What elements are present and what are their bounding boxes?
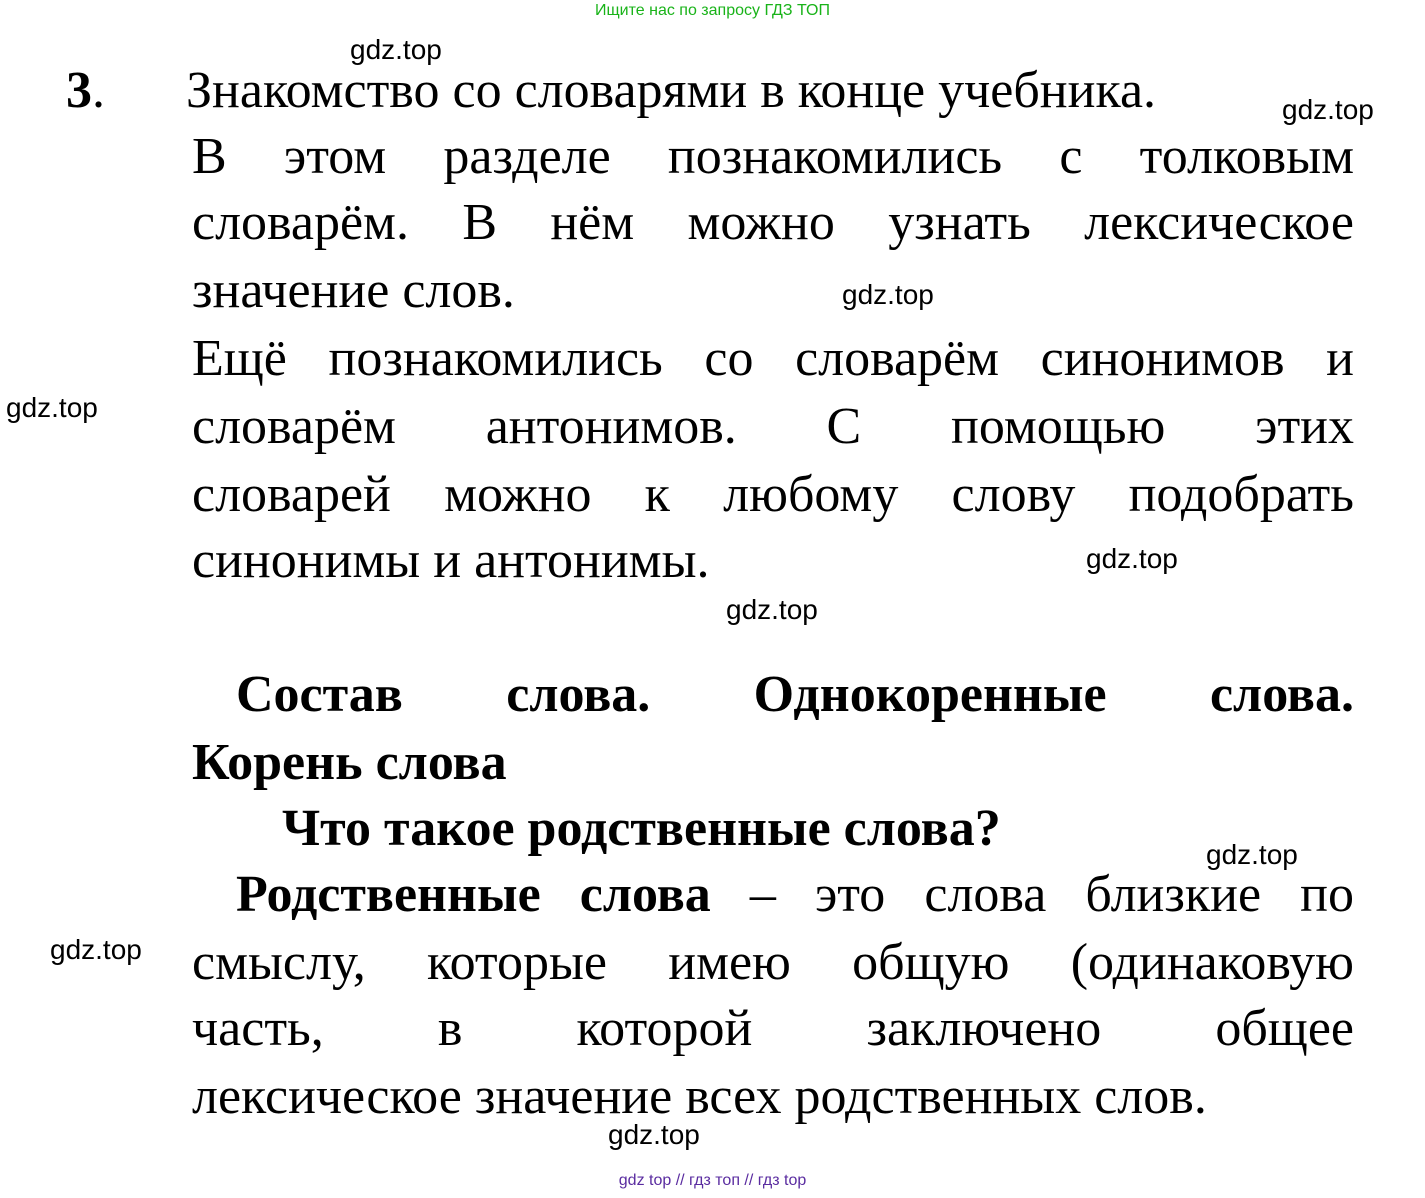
definition-line: часть, в которой заключено общее xyxy=(192,1000,1354,1057)
paragraph-line: В этом разделе познакомились с толковым xyxy=(192,128,1354,185)
paragraph-line: словарём антонимов. С помощью этих xyxy=(192,398,1354,455)
footer-links[interactable]: gdz top // гдз топ // гдз top xyxy=(618,1172,807,1189)
definition-term: Родственные слова xyxy=(236,866,711,923)
chapter-subtitle: Что такое родственные слова? xyxy=(282,800,1001,857)
paragraph-line: словарём. В нём можно узнать лексическое xyxy=(192,194,1354,251)
paragraph-line: значение слов. xyxy=(192,262,515,319)
paragraph-line: синонимы и антонимы. xyxy=(192,532,710,589)
watermark: gdz.top xyxy=(1086,543,1178,574)
watermark: gdz.top xyxy=(726,594,818,625)
definition-line: лексическое значение всех родственных слов. xyxy=(192,1068,1207,1125)
top-banner[interactable]: Ищите нас по запросу ГДЗ ТОП xyxy=(595,2,830,19)
watermark: gdz.top xyxy=(6,392,98,423)
definition-line xyxy=(236,862,1354,928)
chapter-title: Корень слова xyxy=(192,734,507,791)
definition-text: – это слова близкие по xyxy=(710,866,1354,923)
exercise-heading: Знакомство со словарями в конце учебника. xyxy=(186,62,1157,119)
exercise-number: 3. xyxy=(66,62,105,119)
watermark: gdz.top xyxy=(608,1119,700,1150)
watermark: gdz.top xyxy=(50,934,142,965)
watermark: gdz.top xyxy=(842,279,934,310)
paragraph-line: Ещё познакомились со словарём синонимов и xyxy=(192,330,1354,387)
watermark: gdz.top xyxy=(1282,94,1374,125)
watermark: gdz.top xyxy=(350,34,442,65)
definition-line: смыслу, которые имею общую (одинаковую xyxy=(192,934,1354,991)
chapter-title: Состав слова. Однокоренные слова. xyxy=(236,666,1354,723)
paragraph-line: словарей можно к любому слову подобрать xyxy=(192,466,1354,523)
watermark: gdz.top xyxy=(1206,839,1298,870)
